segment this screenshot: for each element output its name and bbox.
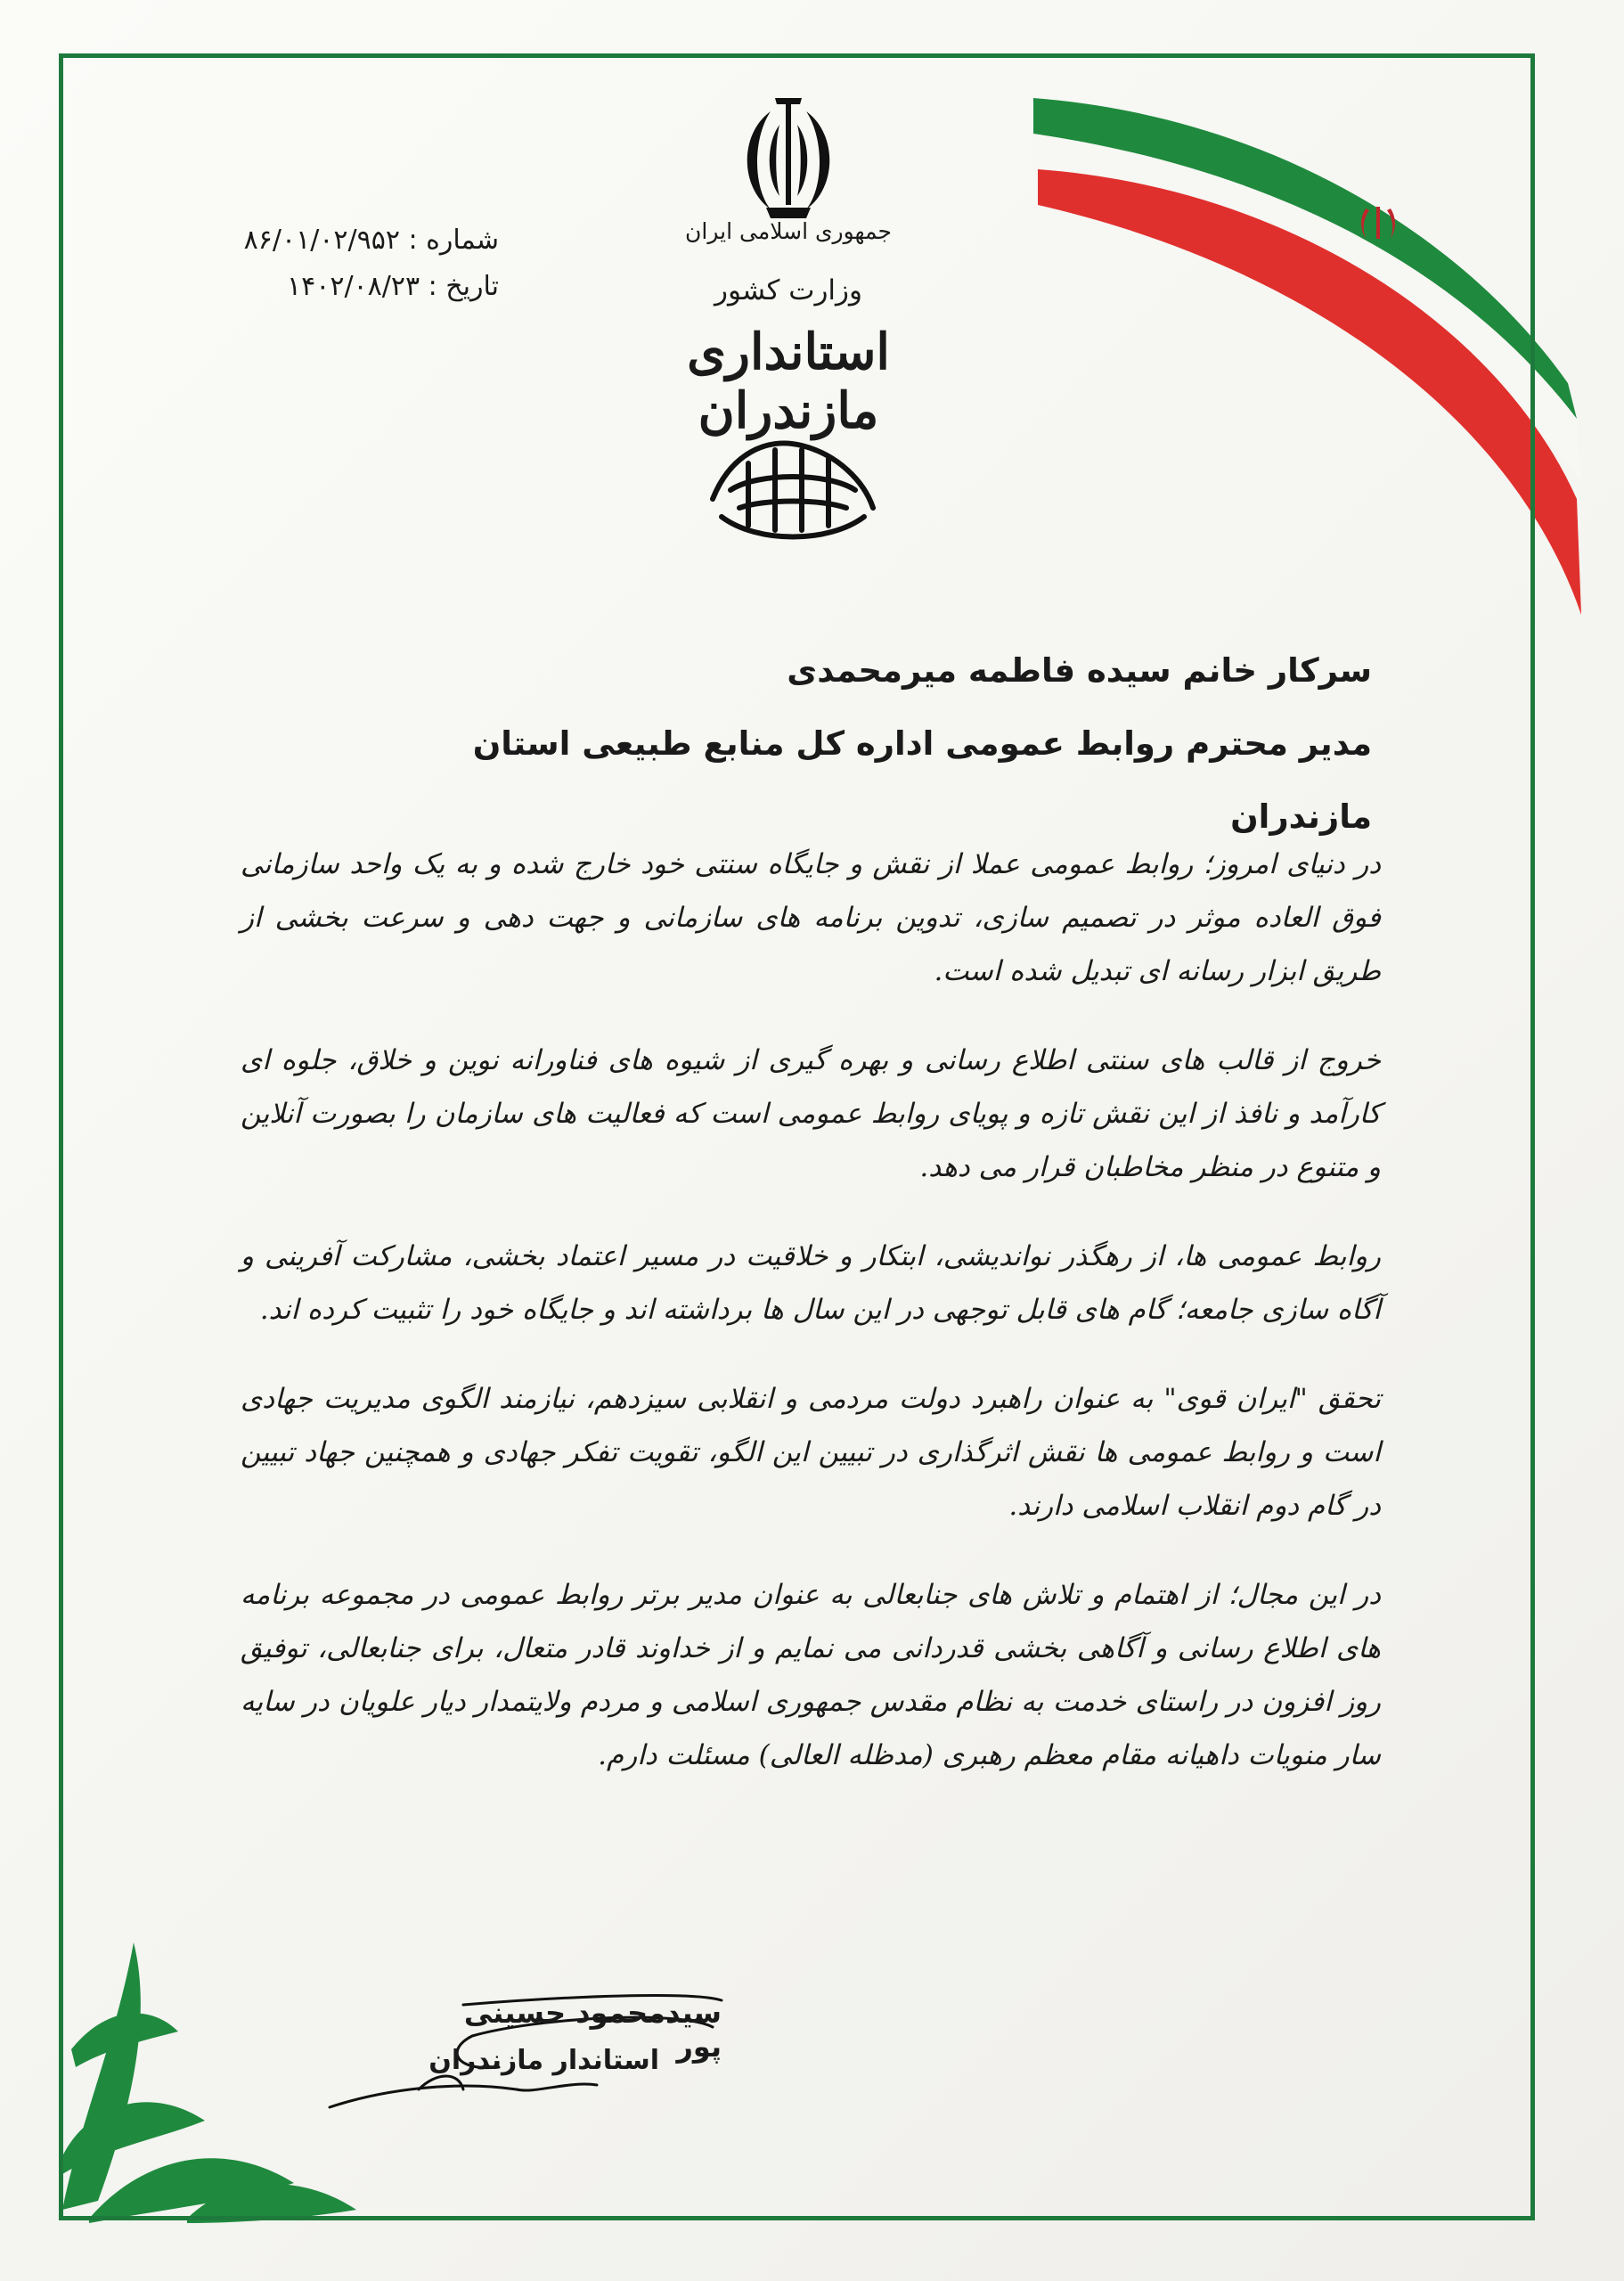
header-governorate: استانداری مازندران (687, 323, 890, 440)
reference-block (205, 225, 499, 317)
recipient-name: سرکار خانم سیده فاطمه میرمحمدی (787, 651, 1372, 690)
body-paragraph-3: روابط عمومی ها، از رهگذر نواندیشی، ابتکار و خلاقیت در مسیر اعتماد بخشی، مشارکت آفرینی و آگاه سازی جامعه؛ گام های قابل توجهی در این سال ها برداشته اند و جایگاه خود را تثبیت کرده اند. (241, 1240, 1381, 1326)
letter-number: شماره : ۸۶/۰۱/۰۲/۹۵۲ (243, 225, 499, 256)
basmala-calligraphy-icon (695, 419, 891, 561)
signatory-title: استاندار مازندران (428, 2045, 659, 2076)
letter-body (241, 838, 1381, 1818)
body-paragraph-1: در دنیای امروز؛ روابط عمومی عملا از نقش و جایگاه سنتی خود خارج شده و به یک واحد سازمانی فوق العاده موثر در تصمیم سازی، تدوین برنامه های سازمانی و جهت دهی و سرعت بخشی از طریق ابزار رسانه ای تبدیل شده است. (241, 848, 1381, 987)
header-ministry: وزارت کشور (714, 274, 862, 307)
header-republic: جمهوری اسلامی ایران (685, 218, 892, 244)
recipient-block (445, 634, 1372, 836)
body-paragraph-2: خروج از قالب های سنتی اطلاع رسانی و بهره گیری از شیوه های فناورانه نوین و خلاق، جلوه ای کارآمد و نافذ از این نقش تازه و پویای روابط عمومی است که فعالیت های سازمان را بصورت آنلاین و متنوع در منظر مخاطبان قرار می دهد. (241, 1044, 1381, 1183)
body-paragraph-4: تحقق "ایران قوی" به عنوان راهبرد دولت مردمی و انقلابی سیزدهم، نیازمند الگوی مدیریت جهادی است و روابط عمومی ها نقش اثرگذاری در تبیین این الگو، تقویت تفکر جهادی و همچنین جهاد تبیین در گام دوم انقلاب اسلامی دارند. (241, 1383, 1381, 1522)
recipient-position: مدیر محترم روابط عمومی اداره کل منابع طبیعی استان مازندران (472, 724, 1372, 836)
letter-date: تاریخ : ۱۴۰۲/۰۸/۲۳ (287, 271, 499, 302)
body-paragraph-5: در این مجال؛ از اهتمام و تلاش های جنابعالی به عنوان مدیر برتر روابط عمومی در مجموعه برنامه های اطلاع رسانی و آگاهی بخشی قدردانی می نمایم و از خداوند قادر متعال، برای جنابعالی، توفیق روز افزون در راستای خدمت به نظام مقدس جمهوری اسلامی و مردم ولایتمدار دیار علویان در سایه سار منویات داهیانه مقام معظم رهبری (مدظله العالی) مسئلت دارم. (241, 1579, 1381, 1771)
signatory-name: سیدمحمود حسینی پور (463, 1996, 722, 2064)
iran-emblem-icon (722, 94, 855, 227)
